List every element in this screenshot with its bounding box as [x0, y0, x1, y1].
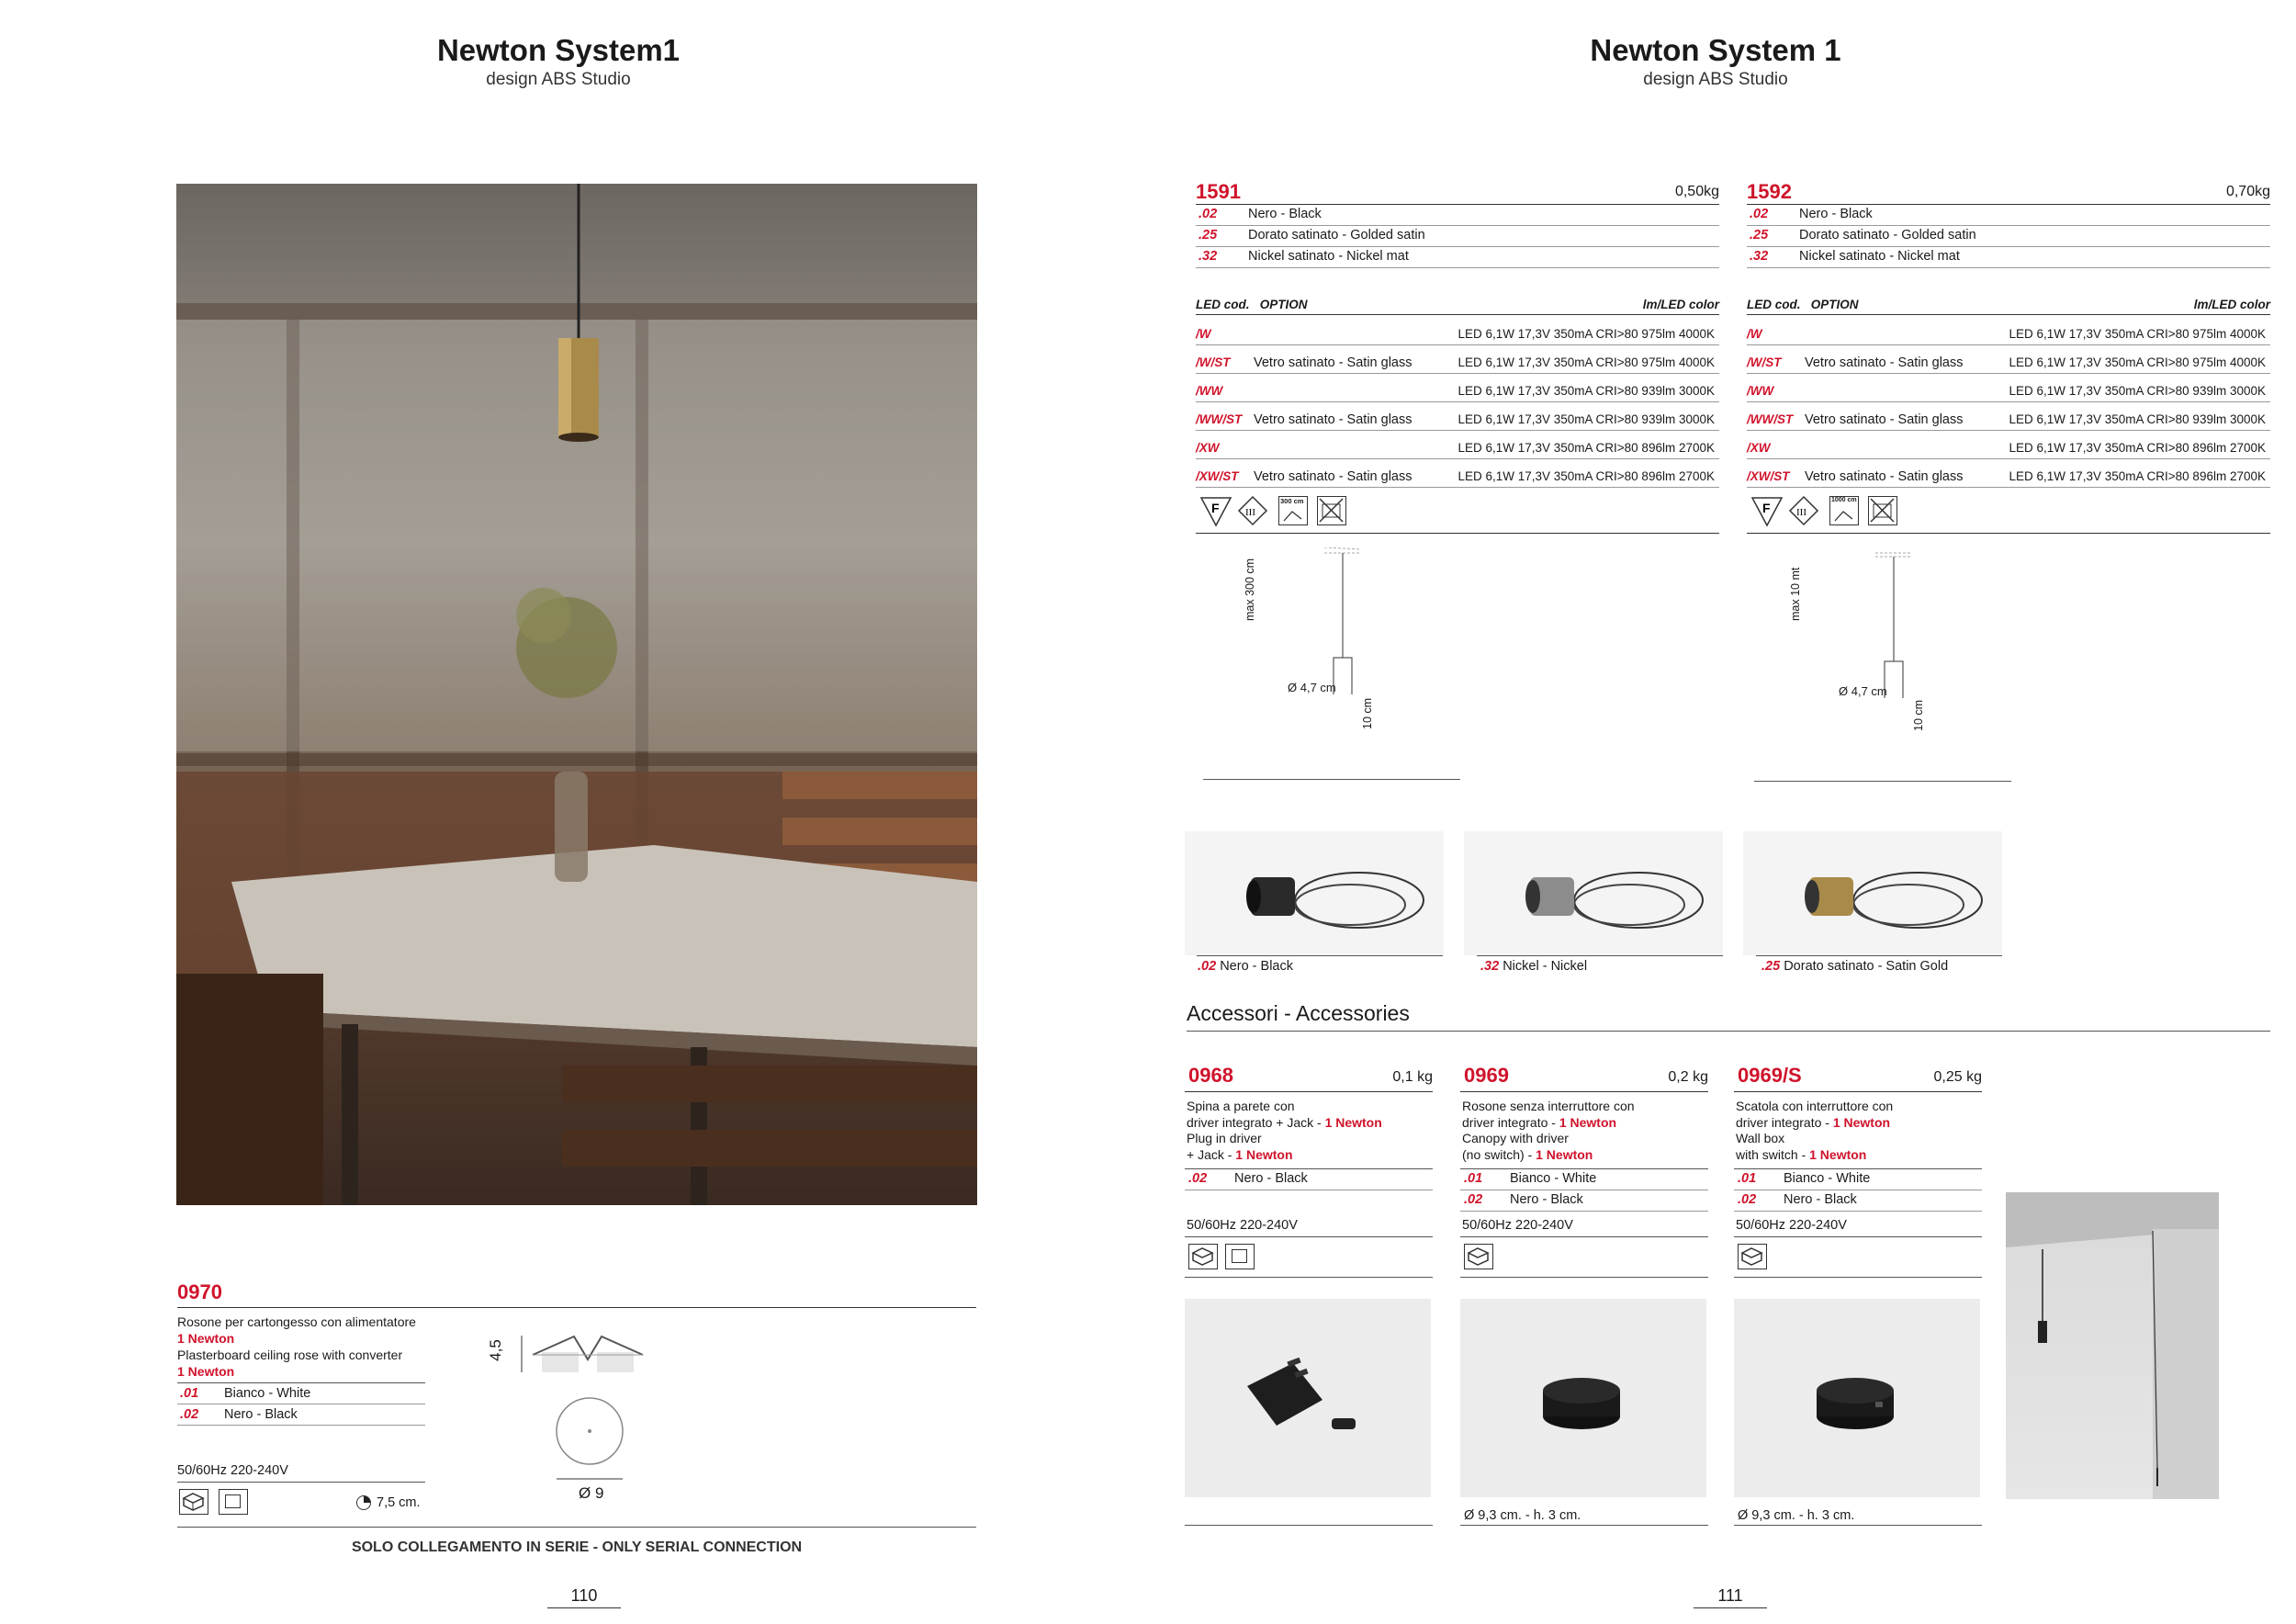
finish-row: .01 Bianco - White: [180, 1386, 311, 1401]
mounting-icon: [1464, 1244, 1493, 1269]
drawing-height: 10 cm: [1361, 697, 1374, 729]
drawing-diameter: Ø 4,7 cm: [1839, 684, 1887, 698]
led-option: Vetro satinato - Satin glass: [1254, 355, 1412, 370]
led-header-color: lm/LED color: [1642, 298, 1719, 311]
product-1591-block: 1591 0,50kg .02 Nero - Black .25 Dorato satinato - Golded satin .32 Nickel satinato - Nickel mat LED cod. OPTION lm/LED color /W LED 6,1W 17,3V 350mA CRI>80 975lm 4000K /W/ST Vetro satinato - Satin glass LED 6,1W 17,3V 350mA CRI>80 975lm 4000K /WW LED 6,1W 17,3V 350mA CRI>80 939lm 3000K /WW/ST Vetro satinato - Satin glass LED 6,1W 17,3V 350mA CRI>80 939lm 3000K /XW LED 6,1W 17,3V 350mA CRI>80 896lm 2700K /XW/ST Vetro satinato - Satin glass LED 6,1W 17,3V 350mA CRI>80 896lm 2700K F III 300 cm Ø 4,7 cm max 300 cm 10 cm: [1196, 180, 1719, 786]
product-weight: 0,70kg: [2225, 184, 2270, 199]
class-ii-icon: [1225, 1244, 1255, 1269]
led-spec: LED 6,1W 17,3V 350mA CRI>80 896lm 2700K: [2009, 469, 2266, 483]
svg-text:F: F: [1211, 501, 1220, 515]
class-iii-icon: [1787, 494, 1820, 527]
product-description: Rosone per cartongesso con alimentatore 1 Newton Plasterboard ceiling rose with converter 1 Newton: [177, 1314, 416, 1379]
drawing-height: 10 cm: [1912, 699, 1925, 731]
drawing-max-length: max 10 mt: [1789, 567, 1802, 621]
finish-label: Nero - Black: [1248, 207, 1322, 221]
f-mark-icon: [1750, 494, 1784, 527]
hole-size: 7,5 cm.: [377, 1495, 421, 1510]
led-option: Vetro satinato - Satin glass: [1805, 412, 1964, 427]
accessory-dimensions: Ø 9,3 cm. - h. 3 cm.: [1738, 1508, 1855, 1523]
finish-label: Nickel satinato - Nickel mat: [1248, 249, 1409, 264]
svg-text:F: F: [1762, 501, 1771, 515]
page-number-right: 111: [1717, 1586, 1743, 1605]
led-option: Vetro satinato - Satin glass: [1254, 469, 1412, 484]
led-option: Vetro satinato - Satin glass: [1805, 469, 1964, 484]
voltage-label: 50/60Hz 220-240V: [177, 1463, 288, 1478]
finish-label: Nickel satinato - Nickel mat: [1799, 249, 1960, 264]
right-page-title: Newton System 1: [1590, 33, 1841, 67]
finish-label: Dorato satinato - Golded satin: [1248, 228, 1425, 242]
finish-label: Dorato satinato - Golded satin: [1799, 228, 1976, 242]
product-1592-block: 1592 0,70kg .02 Nero - Black .25 Dorato satinato - Golded satin .32 Nickel satinato - Nickel mat LED cod. OPTION lm/LED color /W LED 6,1W 17,3V 350mA CRI>80 975lm 4000K /W/ST Vetro satinato - Satin glass LED 6,1W 17,3V 350mA CRI>80 975lm 4000K /WW LED 6,1W 17,3V 350mA CRI>80 939lm 3000K /WW/ST Vetro satinato - Satin glass LED 6,1W 17,3V 350mA CRI>80 939lm 3000K /XW LED 6,1W 17,3V 350mA CRI>80 896lm 2700K /XW/ST Vetro satinato - Satin glass LED 6,1W 17,3V 350mA CRI>80 896lm 2700K F III 1000 cm Ø 4,7 cm max 10 mt 10 cm: [1747, 180, 2270, 786]
led-header: LED cod. OPTION: [1196, 298, 1308, 311]
led-header-color: lm/LED color: [2193, 298, 2270, 311]
product-code: 1592: [1747, 180, 1792, 203]
accessory-description: Rosone senza interruttore con driver integrato - 1 Newton Canopy with driver (no switch) - 1 Newton: [1462, 1099, 1635, 1162]
restaurant-photo: [176, 184, 977, 1205]
led-spec: LED 6,1W 17,3V 350mA CRI>80 939lm 3000K: [1458, 412, 1715, 426]
page-number-left: 110: [570, 1586, 598, 1605]
ceiling-rose-drawing: [514, 1323, 661, 1497]
accessory-description: Scatola con interruttore con driver integrato - 1 Newton Wall box with switch - 1 Newton: [1736, 1099, 1894, 1162]
led-spec: LED 6,1W 17,3V 350mA CRI>80 896lm 2700K: [1458, 469, 1715, 483]
pendant-drawing: [1269, 547, 1398, 694]
led-spec: LED 6,1W 17,3V 350mA CRI>80 939lm 3000K: [2009, 412, 2266, 426]
led-spec: LED 6,1W 17,3V 350mA CRI>80 975lm 4000K: [1458, 327, 1715, 341]
left-page-subtitle: design ABS Studio: [486, 70, 631, 89]
accessory-0968: 0968 0,1 kg Spina a parete con driver integrato + Jack - 1 Newton Plug in driver + Jack - 1 Newton .02 Nero - Black 50/60Hz 220-240V: [1185, 1064, 1433, 1541]
mounting-icon: [1738, 1244, 1767, 1269]
variant-caption: .25 Dorato satinato - Satin Gold: [1761, 959, 1949, 974]
dimension-diameter: Ø 9: [579, 1484, 604, 1502]
accessory-photo-canopy: [1460, 1299, 1706, 1497]
svg-text:III: III: [1796, 507, 1806, 518]
class-ii-icon: [219, 1489, 248, 1515]
no-covering-icon: [1868, 496, 1897, 525]
variant-photo-nickel: [1464, 831, 1723, 955]
led-spec: LED 6,1W 17,3V 350mA CRI>80 975lm 4000K: [2009, 327, 2266, 341]
drawing-max-length: max 300 cm: [1244, 558, 1256, 621]
finish-label: Nero - Black: [1799, 207, 1873, 221]
led-header: LED cod. OPTION: [1747, 298, 1859, 311]
accessory-description: Spina a parete con driver integrato + Jack - 1 Newton Plug in driver + Jack - 1 Newton: [1187, 1099, 1382, 1162]
cable-length-icon: 1000 cm: [1829, 496, 1859, 525]
led-spec: LED 6,1W 17,3V 350mA CRI>80 896lm 2700K: [2009, 441, 2266, 455]
accessory-photo-wallbox: [1734, 1299, 1980, 1497]
led-spec: LED 6,1W 17,3V 350mA CRI>80 896lm 2700K: [1458, 441, 1715, 455]
left-page-title: Newton System1: [436, 33, 681, 67]
svg-text:III: III: [1245, 507, 1255, 518]
no-covering-icon: [1317, 496, 1346, 525]
led-spec: LED 6,1W 17,3V 350mA CRI>80 975lm 4000K: [2009, 355, 2266, 369]
f-mark-icon: [1199, 494, 1232, 527]
accessory-0969s: 0969/S 0,25 kg Scatola con interruttore con driver integrato - 1 Newton Wall box with switch - 1 Newton .01 Bianco - White .02 Nero - Black 50/60Hz 220-240V Ø 9,3 cm. - h. 3 cm.: [1734, 1064, 1982, 1541]
variant-caption: .02 Nero - Black: [1198, 959, 1293, 974]
finish-row: .02 Nero - Black: [180, 1407, 298, 1422]
product-code: 1591: [1196, 180, 1241, 203]
cable-length-icon: 300 cm: [1278, 496, 1308, 525]
product-weight: 0,50kg: [1674, 184, 1719, 199]
right-page-subtitle: design ABS Studio: [1643, 70, 1788, 89]
mounting-icon: [1188, 1244, 1218, 1269]
led-spec: LED 6,1W 17,3V 350mA CRI>80 939lm 3000K: [1458, 384, 1715, 398]
product-code-0970: 0970: [177, 1280, 222, 1303]
accessory-0969: 0969 0,2 kg Rosone senza interruttore con driver integrato - 1 Newton Canopy with driver (no switch) - 1 Newton .01 Bianco - White .02 Nero - Black 50/60Hz 220-240V Ø 9,3 cm. - h. 3 cm.: [1460, 1064, 1708, 1541]
dimension-height: 4,5: [486, 1339, 504, 1361]
class-iii-icon: [1236, 494, 1269, 527]
led-spec: LED 6,1W 17,3V 350mA CRI>80 975lm 4000K: [1458, 355, 1715, 369]
variant-photo-black: [1185, 831, 1444, 955]
accessory-dimensions: Ø 9,3 cm. - h. 3 cm.: [1464, 1508, 1581, 1523]
hole-cut-icon: [356, 1495, 371, 1510]
pendant-drawing: [1820, 551, 1949, 698]
led-spec: LED 6,1W 17,3V 350mA CRI>80 939lm 3000K: [2009, 384, 2266, 398]
accessory-photo-plug: [1185, 1299, 1431, 1497]
variant-caption: .32 Nickel - Nickel: [1480, 959, 1588, 974]
accessories-title: Accessori - Accessories: [1187, 1001, 1410, 1025]
mounting-icon: [179, 1489, 208, 1515]
installation-photo: [2006, 1192, 2219, 1499]
drawing-diameter: Ø 4,7 cm: [1288, 681, 1336, 694]
serial-connection-note: SOLO COLLEGAMENTO IN SERIE - ONLY SERIAL CONNECTION: [351, 1539, 803, 1555]
led-option: Vetro satinato - Satin glass: [1254, 412, 1412, 427]
led-option: Vetro satinato - Satin glass: [1805, 355, 1964, 370]
variant-photo-gold: [1743, 831, 2002, 955]
